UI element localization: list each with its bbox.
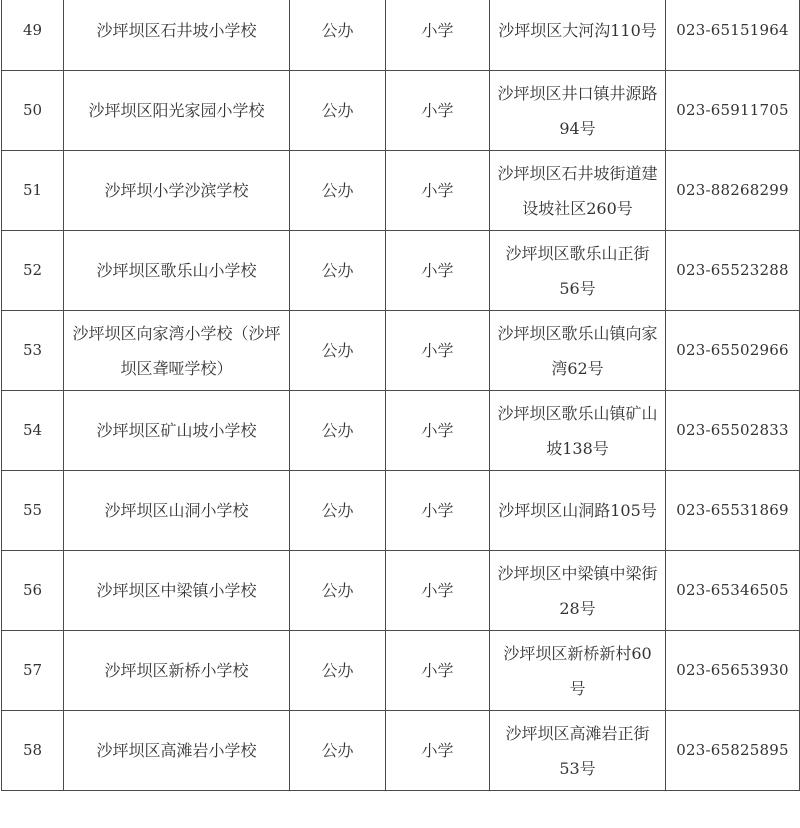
- school-name: 沙坪坝区阳光家园小学校: [64, 71, 290, 151]
- school-level: 小学: [386, 711, 490, 791]
- school-name: 沙坪坝区高滩岩小学校: [64, 711, 290, 791]
- school-type: 公办: [290, 711, 386, 791]
- row-number: 53: [2, 311, 64, 391]
- table-row: [2, 711, 800, 791]
- table-row: [2, 71, 800, 151]
- school-address: 沙坪坝区歌乐山镇矿山坡138号: [490, 391, 666, 471]
- row-number: 56: [2, 551, 64, 631]
- school-name: 沙坪坝区中梁镇小学校: [64, 551, 290, 631]
- school-name: 沙坪坝区新桥小学校: [64, 631, 290, 711]
- school-level: 小学: [386, 391, 490, 471]
- school-type: 公办: [290, 631, 386, 711]
- school-level: 小学: [386, 631, 490, 711]
- row-number: 57: [2, 631, 64, 711]
- table-row: [2, 551, 800, 631]
- row-number: 52: [2, 231, 64, 311]
- table-row: [2, 631, 800, 711]
- school-type: 公办: [290, 151, 386, 231]
- table-row: [2, 391, 800, 471]
- school-type: 公办: [290, 551, 386, 631]
- row-number: 50: [2, 71, 64, 151]
- school-phone: 023-65531869: [666, 471, 800, 551]
- school-name: 沙坪坝区石井坡小学校: [64, 0, 290, 71]
- school-name: 沙坪坝小学沙滨学校: [64, 151, 290, 231]
- school-level: 小学: [386, 151, 490, 231]
- table-body: [2, 0, 800, 791]
- school-level: 小学: [386, 551, 490, 631]
- school-address: 沙坪坝区井口镇井源路94号: [490, 71, 666, 151]
- row-number: 54: [2, 391, 64, 471]
- school-phone: 023-65502966: [666, 311, 800, 391]
- school-address: 沙坪坝区石井坡街道建设坡社区260号: [490, 151, 666, 231]
- school-name: 沙坪坝区向家湾小学校（沙坪坝区聋哑学校）: [64, 311, 290, 391]
- school-table: [1, 0, 800, 791]
- school-name: 沙坪坝区山洞小学校: [64, 471, 290, 551]
- school-level: 小学: [386, 231, 490, 311]
- school-address: 沙坪坝区大河沟110号: [490, 0, 666, 71]
- school-type: 公办: [290, 71, 386, 151]
- row-number: 49: [2, 0, 64, 71]
- school-type: 公办: [290, 391, 386, 471]
- school-phone: 023-65151964: [666, 0, 800, 71]
- school-phone: 023-65346505: [666, 551, 800, 631]
- school-address: 沙坪坝区歌乐山镇向家湾62号: [490, 311, 666, 391]
- table-row: [2, 0, 800, 71]
- school-type: 公办: [290, 471, 386, 551]
- school-level: 小学: [386, 311, 490, 391]
- school-address: 沙坪坝区歌乐山正街56号: [490, 231, 666, 311]
- school-phone: 023-65653930: [666, 631, 800, 711]
- school-type: 公办: [290, 231, 386, 311]
- table-row: [2, 311, 800, 391]
- school-phone: 023-88268299: [666, 151, 800, 231]
- school-phone: 023-65911705: [666, 71, 800, 151]
- school-name: 沙坪坝区矿山坡小学校: [64, 391, 290, 471]
- school-address: 沙坪坝区中梁镇中梁街28号: [490, 551, 666, 631]
- table-row: [2, 231, 800, 311]
- school-type: 公办: [290, 0, 386, 71]
- row-number: 51: [2, 151, 64, 231]
- table-row: [2, 471, 800, 551]
- row-number: 58: [2, 711, 64, 791]
- school-address: 沙坪坝区新桥新村60号: [490, 631, 666, 711]
- row-number: 55: [2, 471, 64, 551]
- school-phone: 023-65825895: [666, 711, 800, 791]
- school-address: 沙坪坝区高滩岩正街53号: [490, 711, 666, 791]
- table-row: [2, 151, 800, 231]
- school-address: 沙坪坝区山洞路105号: [490, 471, 666, 551]
- school-level: 小学: [386, 71, 490, 151]
- school-level: 小学: [386, 0, 490, 71]
- school-phone: 023-65523288: [666, 231, 800, 311]
- school-name: 沙坪坝区歌乐山小学校: [64, 231, 290, 311]
- school-phone: 023-65502833: [666, 391, 800, 471]
- school-level: 小学: [386, 471, 490, 551]
- school-type: 公办: [290, 311, 386, 391]
